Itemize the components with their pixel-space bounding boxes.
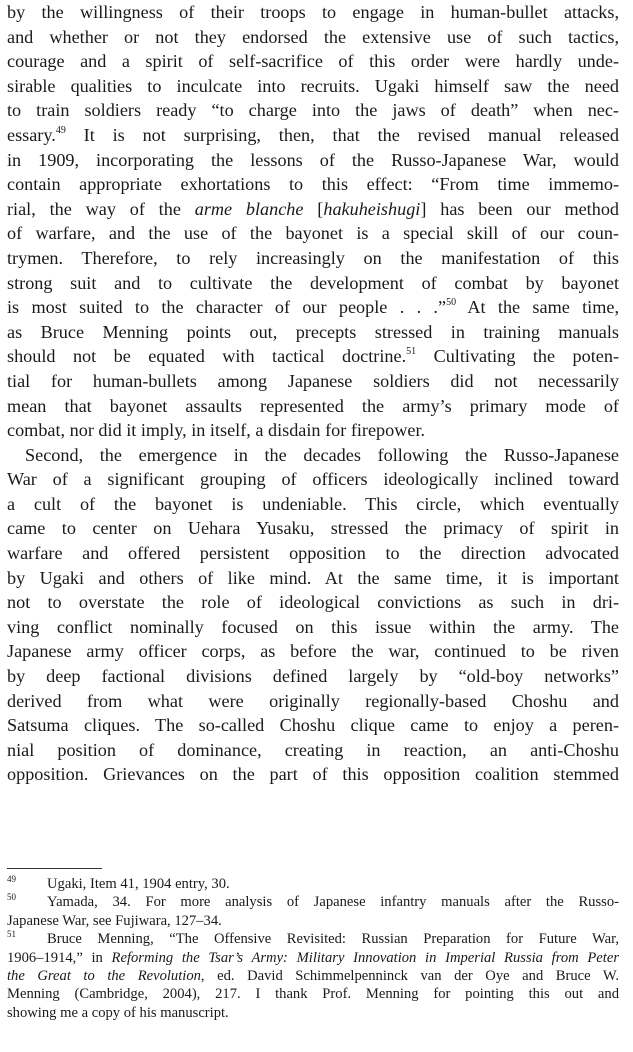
italic-text: Reforming the Tsar’s Army: Military Innovation in Imperial Russia from Peter [111,949,619,966]
text-line [7,762,619,787]
text-run: sirable qualities to inculcate into recruits. Ugaki himself saw the need [7,75,619,96]
text-line [7,738,619,763]
text-run: and whether or not they endorsed the extensive use of such tactics, [7,26,619,47]
text-run: 1906–1914,” in [7,949,112,966]
italic-text: the Great to the Revolution [7,968,201,985]
text-line [7,664,619,689]
document-page [7,0,620,1021]
text-run: a cult of the bayonet is undeniable. This circle, which eventually [7,493,619,514]
text-run: not to overstate the role of ideological convictions as such in dri- [7,592,619,613]
text-run: warfare and offered persistent opposition to the direction advocated [7,543,619,564]
text-run: rial, the way of the [7,198,195,219]
footnote-ref: 51 [406,346,417,358]
text-run: [ [303,198,324,219]
text-run: derived from what were originally regionally-based Choshu and [7,690,619,711]
text-line [7,639,619,664]
text-run: to train soldiers ready “to charge into the jaws of death” when nec- [7,100,619,121]
italic-text: hakuheishugi [323,198,421,219]
text-run: of warfare, and the use of the bayonet is a special skill of our coun- [7,223,619,244]
footnote-ref: 49 [55,124,66,136]
text-run: is most suited to the character of our people . . .” [7,297,447,318]
text-run: came to center on Uehara Yusaku, stressed the primacy of spirit in [7,518,619,539]
text-run: Bruce Menning, “The Offensive Revisited: Russian Preparation for Future War, [47,931,619,948]
text-line [7,615,619,640]
text-line [7,713,619,738]
footnote-line: $^{50}$ Yamada, 34. For more analysis of Japanese infantry manuals after the Russo- [7,892,619,911]
text-run: Menning (Cambridge, 2004), 217. I thank Prof. Menning for pointing this out and [7,986,619,1003]
text-line [7,49,619,74]
text-line [7,566,619,591]
footnote-line: $^{51}$ Bruce Menning, “The Offensive Revisited: Russian Preparation for Future War, [7,929,619,948]
text-line [7,443,619,468]
body-text [7,0,619,787]
text-run: mean that bayonet assaults represented the army’s primary mode of [7,395,619,416]
text-run: Japanese army officer corps, as before the war, continued to be riven [7,641,619,662]
text-run: strong suit and to cultivate the development of combat by bayonet [7,272,619,293]
text-run: essary. [7,124,56,145]
text-run: Cultivating the poten- [416,346,619,367]
text-line [7,467,619,492]
text-run: Second, the emergence in the decades following the Russo-Japanese [25,444,619,465]
text-run: Satsuma cliques. The so-called Choshu clique came to enjoy a peren- [7,715,619,736]
text-run: Japanese War, see Fujiwara, 127–34. [7,912,222,929]
text-run: nial position of dominance, creating in reaction, an anti-Choshu [7,739,619,760]
text-line [7,344,619,369]
text-run: should not be equated with tactical doctrine. [7,346,407,367]
footnote-line [7,967,619,985]
text-run: opposition. Grievances on the part of this opposition coalition stemmed [7,764,619,785]
text-run: trymen. Therefore, to rely increasingly on the manifestation of this [7,247,619,268]
italic-text: arme blanche [194,198,304,219]
text-line [7,271,619,296]
text-line [7,320,619,345]
text-line [7,148,619,173]
text-run: contain appropriate exhortations to this effect: “From time immemo- [7,174,619,195]
text-line [7,246,619,271]
text-run: combat, nor did it imply, in itself, a disdain for firepower. [7,420,426,441]
text-run: Yamada, 34. For more analysis of Japanese infantry manuals after the Russo- [47,894,619,911]
text-run: ving conflict nominally focused on this issue within the army. The [7,616,619,637]
text-run: as Bruce Menning points out, precepts stressed in training manuals [7,321,619,342]
text-run: by Ugaki and others of like mind. At the same time, it is important [7,567,619,588]
text-run: At the same time, [456,297,619,318]
text-line [7,221,619,246]
footnote-line [7,949,619,967]
text-line [7,590,619,615]
footnote-line: $^{49}$ Ugaki, Item 41, 1904 entry, 30. [7,874,230,892]
text-line [7,689,619,714]
text-line [7,394,619,419]
text-line [7,369,619,394]
text-run: in 1909, incorporating the lessons of the Russo-Japanese War, would [7,149,619,170]
footnote-line [7,912,619,930]
text-line [7,541,619,566]
text-line [7,418,619,443]
text-line [7,123,619,148]
text-run: by deep factional divisions defined largely by “old-boy networks” [7,666,619,687]
text-run: showing me a copy of his manuscript. [7,1004,229,1021]
text-line [7,25,619,50]
text-run: tial for human-bullets among Japanese soldiers did not necessarily [7,370,619,391]
text-line [7,74,619,99]
text-run: courage and a spirit of self-sacrifice of this order were hardly unde- [7,51,619,72]
text-line [7,197,619,222]
footnote-line [7,1004,619,1022]
text-run: ] has been our method [420,198,620,219]
footnotes [7,875,619,1022]
text-line [7,172,619,197]
text-run: by the willingness of their troops to engage in human-bullet attacks, [7,2,619,22]
footnote-ref: 50 [446,297,457,309]
text-run: It is not surprising, then, that the revised manual released [65,124,619,145]
footnote-line [7,985,619,1003]
text-run: War of a significant grouping of officers ideologically inclined toward [7,469,619,490]
text-line [7,98,619,123]
footnote-divider [7,868,102,869]
text-line [7,0,619,25]
text-run: , ed. David Schimmelpenninck van der Oye and Bruce W. [200,968,619,985]
text-line [7,492,619,517]
text-run: Ugaki, Item 41, 1904 entry, 30. [47,876,230,892]
text-line [7,295,619,320]
text-line [7,516,619,541]
